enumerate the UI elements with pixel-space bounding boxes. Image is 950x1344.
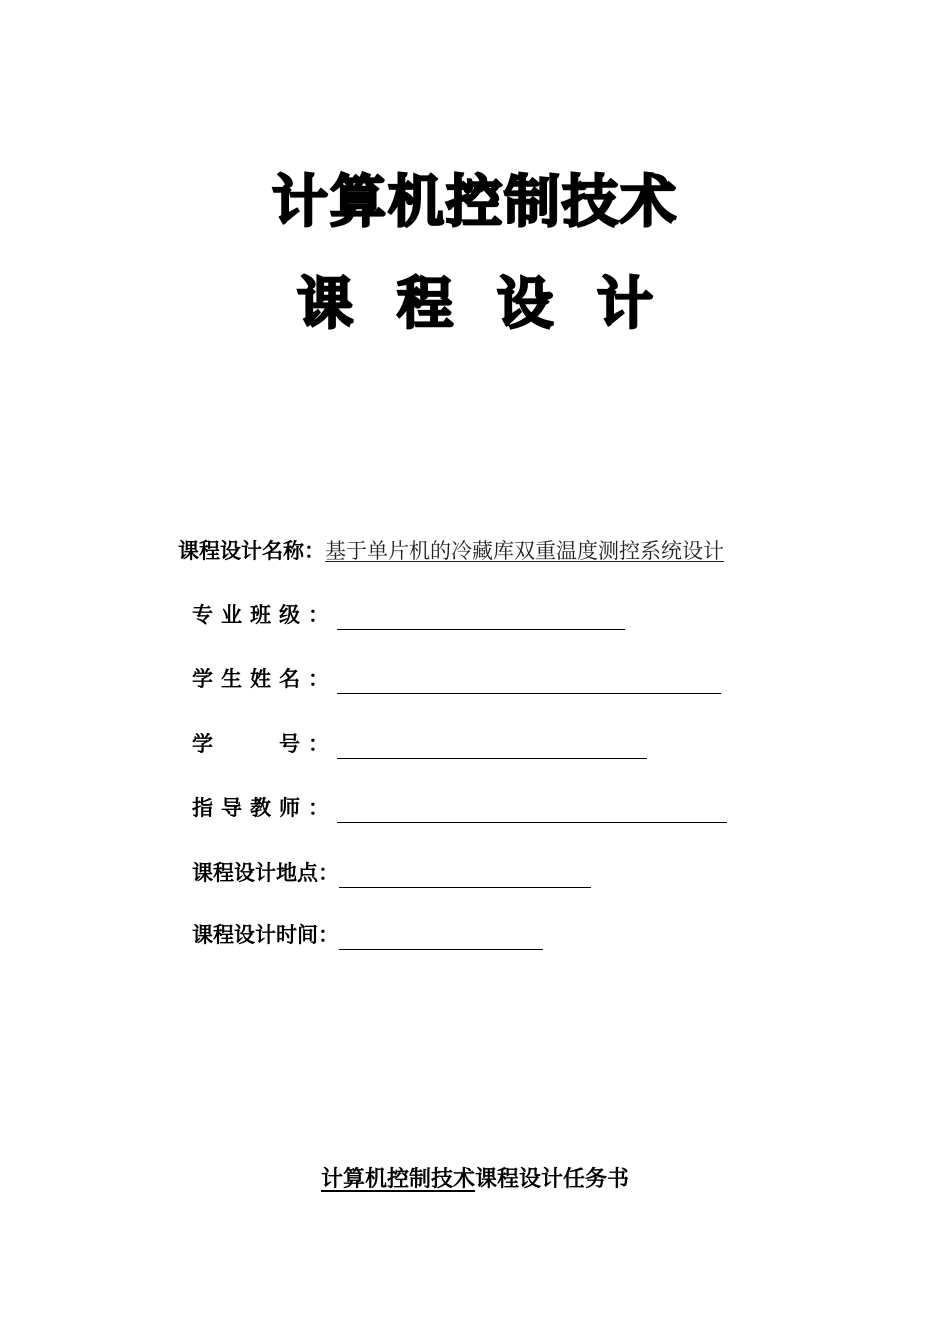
subtitle-char: 程 (397, 272, 453, 337)
cover-subtitle (0, 270, 950, 340)
student-name-label: 学生姓名： (192, 667, 337, 691)
subtitle-char: 设 (497, 272, 553, 337)
student-id-row (192, 729, 647, 759)
time-label: 课程设计时间： (192, 923, 339, 947)
student-name-row (192, 664, 721, 694)
student-name-blank[interactable] (337, 671, 721, 694)
major-class-row (192, 600, 625, 630)
task-book-title (0, 1164, 950, 1196)
advisor-label: 指导教师： (192, 796, 337, 820)
time-row (192, 920, 543, 950)
major-class-label: 专业班级： (192, 603, 337, 627)
student-id-label: 学 号： (192, 732, 337, 756)
task-book-course: 计算机控制技术 (320, 1167, 475, 1192)
course-name-value: 基于单片机的冷藏库双重温度测控系统设计 (325, 539, 724, 563)
location-label: 课程设计地点： (192, 861, 339, 885)
subtitle-char: 课 (297, 272, 353, 337)
task-book-rest: 课程设计任务书 (475, 1167, 630, 1192)
course-name-row (178, 536, 724, 566)
location-blank[interactable] (339, 865, 591, 888)
major-class-blank[interactable] (337, 607, 625, 630)
student-id-blank[interactable] (337, 736, 647, 759)
course-name-label: 课程设计名称： (178, 539, 325, 563)
cover-title: 计算机控制技术 (272, 170, 678, 235)
advisor-blank[interactable] (337, 800, 727, 823)
location-row (192, 858, 591, 888)
time-blank[interactable] (339, 927, 543, 950)
advisor-row (192, 793, 727, 823)
subtitle-char: 计 (597, 272, 653, 337)
